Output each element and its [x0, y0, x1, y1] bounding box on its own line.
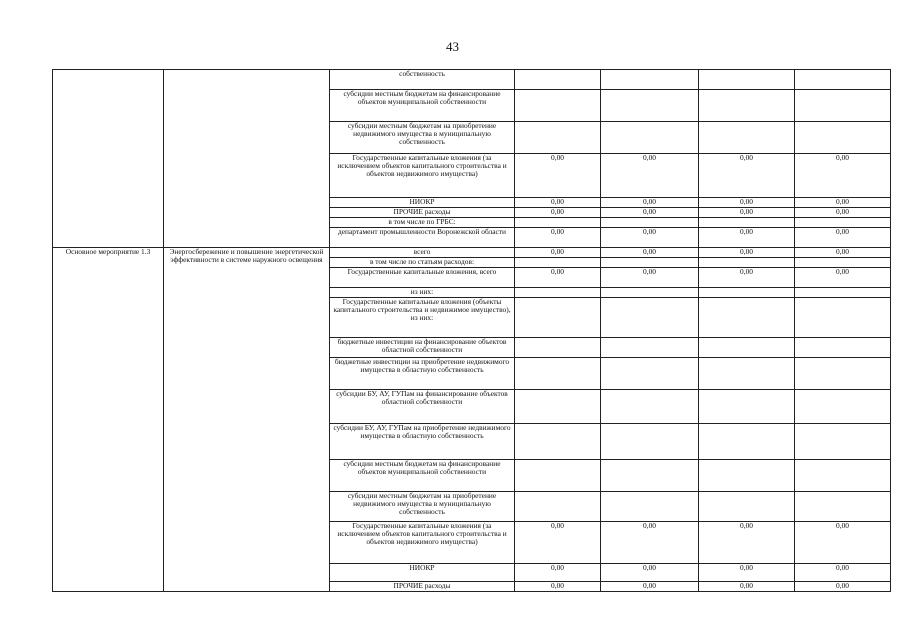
amount-cell: [699, 122, 795, 154]
amount-cell: [699, 218, 795, 228]
amount-cell: [699, 258, 795, 268]
expense-item-cell: субсидии местным бюджетам на финансирование объектов муниципальной собственности: [330, 460, 515, 492]
measure-name-cell: [164, 70, 330, 248]
amount-cell: [601, 460, 699, 492]
amount-cell: [601, 358, 699, 390]
amount-cell: 0,00: [795, 522, 891, 564]
amount-cell: [515, 258, 601, 268]
amount-cell: [699, 390, 795, 424]
amount-cell: [601, 70, 699, 90]
amount-cell: [795, 298, 891, 338]
amount-cell: [515, 424, 601, 460]
amount-cell: 0,00: [601, 522, 699, 564]
amount-cell: [601, 90, 699, 122]
amount-cell: [515, 358, 601, 390]
amount-cell: [515, 90, 601, 122]
amount-cell: 0,00: [515, 228, 601, 248]
amount-cell: [795, 492, 891, 522]
expense-item-cell: субсидии БУ, АУ, ГУПам на приобретение недвижимого имущества в областную собственность: [330, 424, 515, 460]
amount-cell: [795, 338, 891, 358]
amount-cell: 0,00: [601, 582, 699, 592]
expense-item-cell: Государственные капитальные вложения, всего: [330, 268, 515, 288]
amount-cell: [515, 70, 601, 90]
expense-item-cell: субсидии БУ, АУ, ГУПам на финансирование объектов областной собственности: [330, 390, 515, 424]
amount-cell: 0,00: [601, 268, 699, 288]
amount-cell: [699, 90, 795, 122]
amount-cell: [601, 122, 699, 154]
measure-name-cell: Энергосбережение и повышение энергетической эффективности в системе наружного освещения: [164, 248, 330, 592]
amount-cell: 0,00: [699, 154, 795, 198]
amount-cell: [601, 218, 699, 228]
amount-cell: [699, 358, 795, 390]
expense-item-cell: субсидии местным бюджетам на финансирование объектов муниципальной собственности: [330, 90, 515, 122]
amount-cell: [515, 288, 601, 298]
amount-cell: [699, 492, 795, 522]
amount-cell: 0,00: [515, 208, 601, 218]
amount-cell: 0,00: [699, 522, 795, 564]
measure-label-cell: Основное мероприятие 1.3: [53, 248, 164, 592]
amount-cell: 0,00: [515, 582, 601, 592]
amount-cell: [601, 492, 699, 522]
amount-cell: [601, 298, 699, 338]
amount-cell: [699, 298, 795, 338]
amount-cell: [795, 218, 891, 228]
expense-item-cell: Государственные капитальные вложения (за исключением объектов капитального строительства и объектов недвижимого имущества): [330, 522, 515, 564]
amount-cell: [795, 390, 891, 424]
amount-cell: [601, 424, 699, 460]
amount-cell: [601, 288, 699, 298]
amount-cell: [795, 90, 891, 122]
amount-cell: [795, 258, 891, 268]
amount-cell: 0,00: [515, 198, 601, 208]
amount-cell: [795, 288, 891, 298]
amount-cell: 0,00: [515, 522, 601, 564]
amount-cell: [795, 122, 891, 154]
amount-cell: 0,00: [601, 154, 699, 198]
expense-item-cell: Государственные капитальные вложения (объекты капитального строительства и недвижимое имущество), из них:: [330, 298, 515, 338]
amount-cell: 0,00: [699, 208, 795, 218]
amount-cell: 0,00: [795, 564, 891, 582]
amount-cell: [795, 460, 891, 492]
amount-cell: 0,00: [601, 228, 699, 248]
expense-item-cell: НИОКР: [330, 198, 515, 208]
amount-cell: [699, 70, 795, 90]
amount-cell: [601, 338, 699, 358]
amount-cell: 0,00: [601, 248, 699, 258]
amount-cell: [699, 460, 795, 492]
amount-cell: 0,00: [699, 228, 795, 248]
amount-cell: 0,00: [601, 198, 699, 208]
amount-cell: 0,00: [699, 248, 795, 258]
expense-item-cell: ПРОЧИЕ расходы: [330, 582, 515, 592]
expense-item-cell: бюджетные инвестиции на приобретение недвижимого имущества в областную собственность: [330, 358, 515, 390]
amount-cell: [515, 338, 601, 358]
amount-cell: 0,00: [699, 268, 795, 288]
amount-cell: 0,00: [601, 564, 699, 582]
amount-cell: [515, 492, 601, 522]
amount-cell: 0,00: [515, 248, 601, 258]
expense-item-cell: собственность: [330, 70, 515, 90]
expense-item-cell: из них:: [330, 288, 515, 298]
amount-cell: [515, 218, 601, 228]
expense-item-cell: Государственные капитальные вложения (за исключением объектов капитального строительства и объектов недвижимого имущества): [330, 154, 515, 198]
expense-item-cell: субсидии местным бюджетам на приобретение недвижимого имущества в муниципальную собственность: [330, 122, 515, 154]
amount-cell: 0,00: [515, 154, 601, 198]
amount-cell: 0,00: [601, 208, 699, 218]
amount-cell: [795, 424, 891, 460]
table-row: [53, 70, 891, 90]
amount-cell: [795, 70, 891, 90]
budget-table: [52, 69, 891, 592]
amount-cell: 0,00: [795, 208, 891, 218]
table-row: [53, 248, 891, 258]
amount-cell: 0,00: [795, 268, 891, 288]
amount-cell: 0,00: [795, 248, 891, 258]
amount-cell: 0,00: [795, 582, 891, 592]
expense-item-cell: субсидии местным бюджетам на приобретение недвижимого имущества в муниципальную собственность: [330, 492, 515, 522]
amount-cell: 0,00: [795, 154, 891, 198]
amount-cell: [699, 424, 795, 460]
expense-item-cell: ПРОЧИЕ расходы: [330, 208, 515, 218]
amount-cell: [515, 390, 601, 424]
amount-cell: 0,00: [515, 268, 601, 288]
amount-cell: 0,00: [795, 198, 891, 208]
amount-cell: [515, 460, 601, 492]
amount-cell: 0,00: [699, 198, 795, 208]
amount-cell: [699, 338, 795, 358]
amount-cell: 0,00: [699, 564, 795, 582]
amount-cell: [699, 288, 795, 298]
expense-item-cell: всего: [330, 248, 515, 258]
expense-item-cell: в том числе по ГРБС:: [330, 218, 515, 228]
amount-cell: 0,00: [515, 564, 601, 582]
expense-item-cell: НИОКР: [330, 564, 515, 582]
amount-cell: 0,00: [795, 228, 891, 248]
expense-item-cell: департамент промышленности Воронежской области: [330, 228, 515, 248]
expense-item-cell: в том числе по статьям расходов:: [330, 258, 515, 268]
amount-cell: [601, 390, 699, 424]
amount-cell: [601, 258, 699, 268]
amount-cell: [515, 122, 601, 154]
page-number: 43: [446, 39, 459, 54]
amount-cell: [795, 358, 891, 390]
measure-label-cell: [53, 70, 164, 248]
amount-cell: 0,00: [699, 582, 795, 592]
amount-cell: [515, 298, 601, 338]
expense-item-cell: бюджетные инвестиции на финансирование объектов областной собственности: [330, 338, 515, 358]
